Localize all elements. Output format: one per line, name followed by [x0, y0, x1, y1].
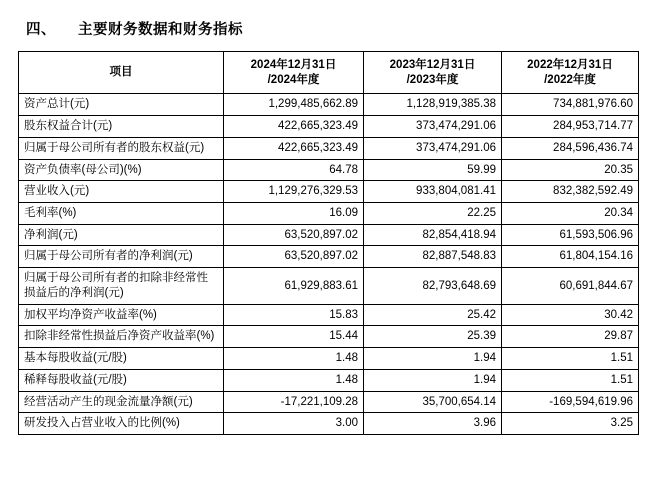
row-value-2023: 1.94 [364, 369, 502, 391]
column-header-2023 [364, 52, 502, 94]
row-value-2024: 16.09 [224, 203, 364, 225]
row-value-2022: 61,593,506.96 [502, 224, 639, 246]
table-header-row [19, 52, 639, 94]
row-value-2023: 1.94 [364, 348, 502, 370]
row-label: 资产负债率(母公司)(%) [19, 159, 224, 181]
row-value-2022: 1.51 [502, 369, 639, 391]
row-value-2024: 61,929,883.61 [224, 268, 364, 304]
row-value-2024: 63,520,897.02 [224, 224, 364, 246]
row-value-2023: 82,793,648.69 [364, 268, 502, 304]
column-header-2022 [502, 52, 639, 94]
table-row [19, 181, 639, 203]
row-value-2023: 35,700,654.14 [364, 391, 502, 413]
row-value-2024: 422,665,323.49 [224, 137, 364, 159]
row-value-2024: 1,299,485,662.89 [224, 94, 364, 116]
table-row [19, 224, 639, 246]
row-value-2022: 3.25 [502, 413, 639, 435]
row-label: 归属于母公司所有者的扣除非经常性损益后的净利润(元) [19, 268, 224, 304]
row-value-2023: 373,474,291.06 [364, 116, 502, 138]
section-title: 主要财务数据和财务指标 [78, 22, 243, 38]
financial-data-table [18, 51, 639, 435]
row-label: 加权平均净资产收益率(%) [19, 304, 224, 326]
table-row [19, 268, 639, 304]
row-value-2024: 63,520,897.02 [224, 246, 364, 268]
row-value-2022: 20.35 [502, 159, 639, 181]
row-value-2023: 59.99 [364, 159, 502, 181]
column-header-2024-line1: 2024年12月31日 [250, 59, 337, 71]
table-row [19, 413, 639, 435]
row-value-2022: 284,596,436.74 [502, 137, 639, 159]
table-row [19, 369, 639, 391]
row-value-2023: 25.42 [364, 304, 502, 326]
row-value-2024: 3.00 [224, 413, 364, 435]
row-value-2022: 734,881,976.60 [502, 94, 639, 116]
section-heading [26, 18, 637, 39]
table-row [19, 348, 639, 370]
row-value-2023: 82,854,418.94 [364, 224, 502, 246]
row-value-2023: 82,887,548.83 [364, 246, 502, 268]
row-value-2022: -169,594,619.96 [502, 391, 639, 413]
table-row [19, 391, 639, 413]
table-row [19, 246, 639, 268]
row-value-2022: 30.42 [502, 304, 639, 326]
row-label: 资产总计(元) [19, 94, 224, 116]
row-label: 归属于母公司所有者的股东权益(元) [19, 137, 224, 159]
row-value-2023: 1,128,919,385.38 [364, 94, 502, 116]
column-header-2022-line1: 2022年12月31日 [527, 59, 613, 71]
row-value-2024: -17,221,109.28 [224, 391, 364, 413]
column-header-item: 项目 [19, 52, 224, 94]
row-label: 营业收入(元) [19, 181, 224, 203]
table-row [19, 94, 639, 116]
table-row [19, 304, 639, 326]
row-value-2024: 64.78 [224, 159, 364, 181]
row-value-2024: 1.48 [224, 369, 364, 391]
table-row [19, 137, 639, 159]
row-value-2024: 422,665,323.49 [224, 116, 364, 138]
row-label: 毛利率(%) [19, 203, 224, 225]
row-label: 稀释每股收益(元/股) [19, 369, 224, 391]
row-value-2023: 3.96 [364, 413, 502, 435]
table-row [19, 203, 639, 225]
column-header-2024-line2: /2024年度 [267, 73, 320, 86]
row-value-2024: 1,129,276,329.53 [224, 181, 364, 203]
row-value-2022: 61,804,154.16 [502, 246, 639, 268]
table-row [19, 159, 639, 181]
table-row [19, 116, 639, 138]
row-label: 股东权益合计(元) [19, 116, 224, 138]
column-header-2024 [224, 52, 364, 94]
row-value-2022: 1.51 [502, 348, 639, 370]
section-number: 四、 [26, 22, 56, 38]
row-value-2024: 1.48 [224, 348, 364, 370]
column-header-2023-line2: /2023年度 [406, 73, 459, 86]
row-label: 扣除非经常性损益后净资产收益率(%) [19, 326, 224, 348]
column-header-2022-line2: /2022年度 [544, 73, 596, 86]
row-value-2024: 15.44 [224, 326, 364, 348]
row-label: 经营活动产生的现金流量净额(元) [19, 391, 224, 413]
row-label: 基本每股收益(元/股) [19, 348, 224, 370]
row-label: 净利润(元) [19, 224, 224, 246]
row-label: 归属于母公司所有者的净利润(元) [19, 246, 224, 268]
row-value-2024: 15.83 [224, 304, 364, 326]
row-value-2023: 373,474,291.06 [364, 137, 502, 159]
row-value-2023: 22.25 [364, 203, 502, 225]
column-header-2023-line1: 2023年12月31日 [389, 59, 476, 71]
row-value-2023: 25.39 [364, 326, 502, 348]
row-value-2022: 284,953,714.77 [502, 116, 639, 138]
row-label: 研发投入占营业收入的比例(%) [19, 413, 224, 435]
row-value-2022: 29.87 [502, 326, 639, 348]
row-value-2022: 832,382,592.49 [502, 181, 639, 203]
row-value-2022: 60,691,844.67 [502, 268, 639, 304]
row-value-2023: 933,804,081.41 [364, 181, 502, 203]
row-value-2022: 20.34 [502, 203, 639, 225]
table-row [19, 326, 639, 348]
